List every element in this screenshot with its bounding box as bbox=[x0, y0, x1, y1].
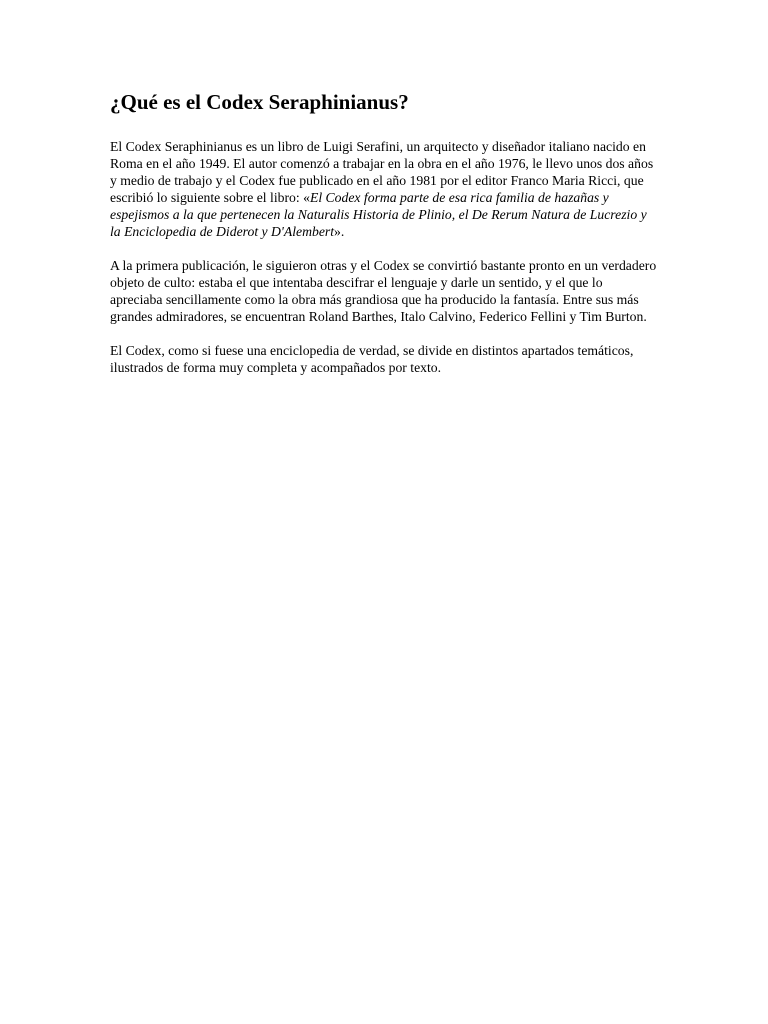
paragraph-intro bbox=[110, 138, 658, 240]
paragraph-intro-text: El Codex Seraphinianus es un libro de Luigi Serafini, un arquitecto y diseñador italiano nacido en Roma en el año 1949. El autor comenzó a trabajar en la obra en el año 1976, le llevo unos dos años y medio de trabajo y el Codex fue publicado en el año 1981 por el editor Franco Maria Ricci, que escribió lo siguiente sobre el libro: « bbox=[110, 139, 654, 205]
page-title: ¿Qué es el Codex Seraphinianus? bbox=[110, 90, 409, 114]
paragraph-publication: A la primera publicación, le siguieron otras y el Codex se convirtió bastante pronto en un verdadero objeto de culto: estaba el que intentaba descifrar el lenguaje y darle un sentido, y el que lo apreciaba sencillamente como la obra más grandiosa que ha producido la fantasía. Entre sus más grandes admiradores, se encuentran Roland Barthes, Italo Calvino, Federico Fellini y Tim Burton. bbox=[110, 258, 657, 324]
paragraph-intro-end: ». bbox=[334, 224, 345, 239]
document-page bbox=[110, 86, 658, 376]
ricci-quote: El Codex forma parte de esa rica familia de hazañas y espejismos a la que pertenecen la Naturalis Historia de Plinio, el De Rerum Natura de Lucrezio y la Enciclopedia de Diderot y D'Alembert bbox=[110, 190, 647, 239]
paragraph-structure: El Codex, como si fuese una enciclopedia de verdad, se divide en distintos apartados temáticos, ilustrados de forma muy completa y acompañados por texto. bbox=[110, 343, 634, 375]
